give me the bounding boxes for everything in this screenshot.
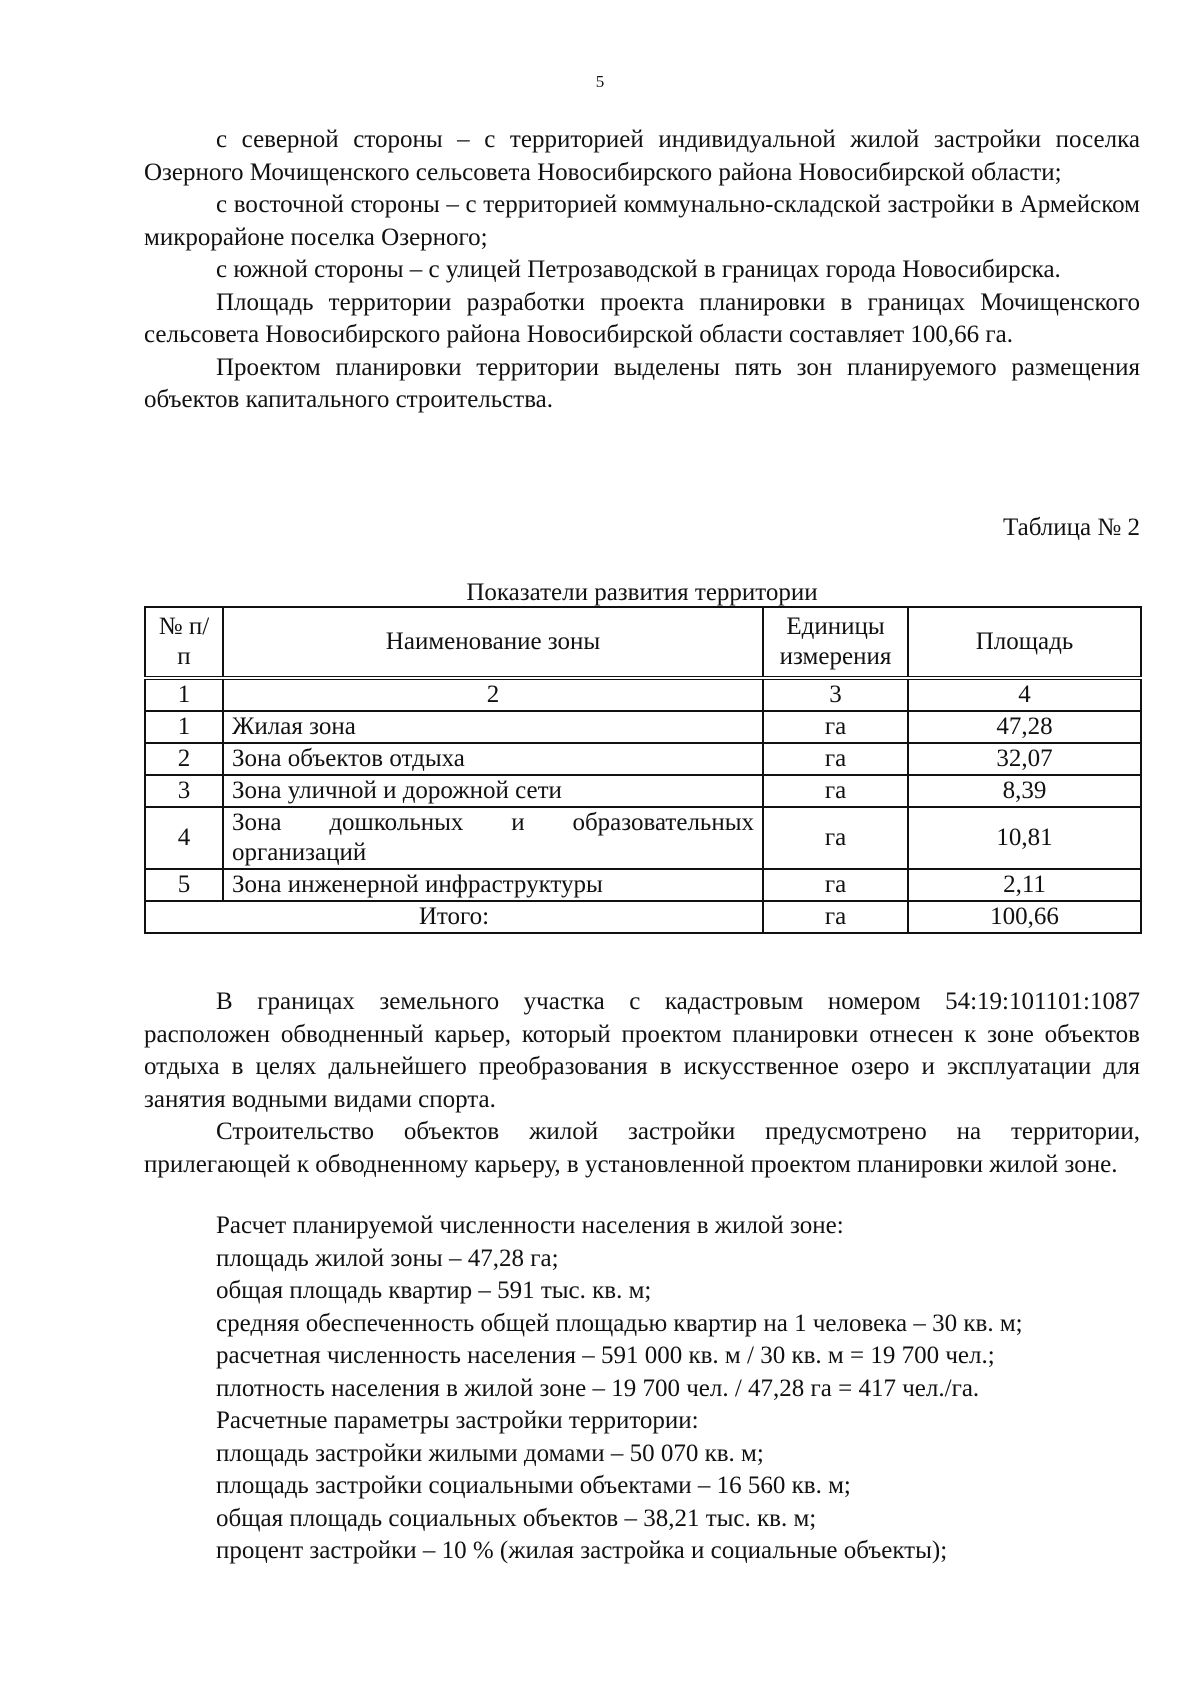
column-number: 1: [145, 678, 223, 711]
list-line: расчетная численность населения – 591 000 кв. м / 30 кв. м = 19 700 чел.;: [216, 1342, 995, 1369]
row-zone-name: Жилая зона: [223, 711, 763, 743]
table-row: [145, 807, 1141, 869]
header-name: Наименование зоны: [223, 607, 763, 678]
column-number: 3: [763, 678, 908, 711]
row-num: 4: [145, 807, 223, 869]
table-title: Показатели развития территории: [466, 579, 818, 606]
column-number: 2: [223, 678, 763, 711]
paragraph-zones-intro: Проектом планировки территории выделены пять зон планируемого размещения объектов капитального строительства.: [144, 353, 1140, 413]
row-unit: га: [763, 775, 908, 807]
row-zone-name: Зона объектов отдыха: [223, 743, 763, 775]
table-header-row: [145, 607, 1141, 678]
total-area: 100,66: [908, 901, 1141, 933]
intro-text: [144, 124, 1140, 417]
body-text: [144, 986, 1140, 1181]
row-unit: га: [763, 869, 908, 901]
header-num: № п/п: [145, 607, 223, 678]
list-line: Расчет планируемой численности населения в жилой зоне:: [216, 1212, 844, 1239]
page-number: 5: [595, 72, 605, 91]
row-num: 5: [145, 869, 223, 901]
list-line: общая площадь социальных объектов – 38,21 тыс. кв. м;: [216, 1504, 817, 1532]
row-zone-name: Зона уличной и дорожной сети: [223, 775, 763, 807]
table-label: Таблица № 2: [1002, 514, 1140, 541]
row-num: 2: [145, 743, 223, 775]
list-line: площадь застройки жилыми домами – 50 070 кв. м;: [216, 1439, 764, 1467]
row-num: 3: [145, 775, 223, 807]
column-number: 4: [908, 678, 1141, 711]
row-unit: га: [763, 743, 908, 775]
row-area: 8,39: [908, 775, 1141, 807]
column-number-row: [145, 678, 1141, 711]
list-line: средняя обеспеченность общей площадью квартир на 1 человека – 30 кв. м;: [216, 1309, 1023, 1337]
row-num: 1: [145, 711, 223, 743]
total-label: Итого:: [145, 901, 763, 933]
paragraph-quarry: В границах земельного участка с кадастровым номером 54:19:101101:1087 расположен обводненный карьер, который проектом планировки отнесен к зоне объектов отдыха в целях дальнейшего преобразования в искусственное озеро и эксплуатации для занятия водными видами спорта.: [144, 988, 1140, 1113]
list-line: плотность населения в жилой зоне – 19 700 чел. / 47,28 га = 417 чел./га.: [216, 1374, 980, 1402]
zones-table: [144, 606, 1142, 934]
header-unit: Единицы измерения: [763, 607, 908, 678]
paragraph-residential: Строительство объектов жилой застройки предусмотрено на территории, прилегающей к обводненному карьеру, в установленной проектом планировки жилой зоне.: [144, 1118, 1140, 1178]
table-row: [145, 743, 1141, 775]
paragraph-territory-area: Площадь территории разработки проекта планировки в границах Мочищенского сельсовета Новосибирского района Новосибирской области составляет 100,66 га.: [144, 288, 1140, 348]
table-row: [145, 711, 1141, 743]
table-row: [145, 869, 1141, 901]
list-line: процент застройки – 10 % (жилая застройка и социальные объекты);: [216, 1537, 948, 1564]
header-area: Площадь: [908, 607, 1141, 678]
paragraph-south-border: с южной стороны – с улицей Петрозаводской в границах города Новосибирска.: [216, 256, 1061, 283]
row-area: 2,11: [908, 869, 1141, 901]
list-line: площадь жилой зоны – 47,28 га;: [216, 1244, 559, 1272]
row-zone-name: Зона дошкольных и образовательных организаций: [223, 807, 763, 869]
row-unit: га: [763, 807, 908, 869]
table-row: [145, 775, 1141, 807]
paragraph-north-border: с северной стороны – с территорией индивидуальной жилой застройки поселка Озерного Мочищенского сельсовета Новосибирского района Новосибирской области;: [144, 126, 1140, 186]
list-line: площадь застройки социальными объектами – 16 560 кв. м;: [216, 1472, 851, 1499]
row-unit: га: [763, 711, 908, 743]
table-total-row: [145, 901, 1141, 933]
list-line: Расчетные параметры застройки территории:: [216, 1407, 699, 1434]
row-area: 10,81: [908, 807, 1141, 869]
calculation-list: [144, 1210, 1140, 1568]
row-zone-name: Зона инженерной инфраструктуры: [223, 869, 763, 901]
row-area: 32,07: [908, 743, 1141, 775]
row-area: 47,28: [908, 711, 1141, 743]
total-unit: га: [763, 901, 908, 933]
paragraph-east-border: с восточной стороны – с территорией коммунально-складской застройки в Армейском микрорайоне поселка Озерного;: [144, 191, 1140, 251]
list-line: общая площадь квартир – 591 тыс. кв. м;: [216, 1277, 652, 1304]
